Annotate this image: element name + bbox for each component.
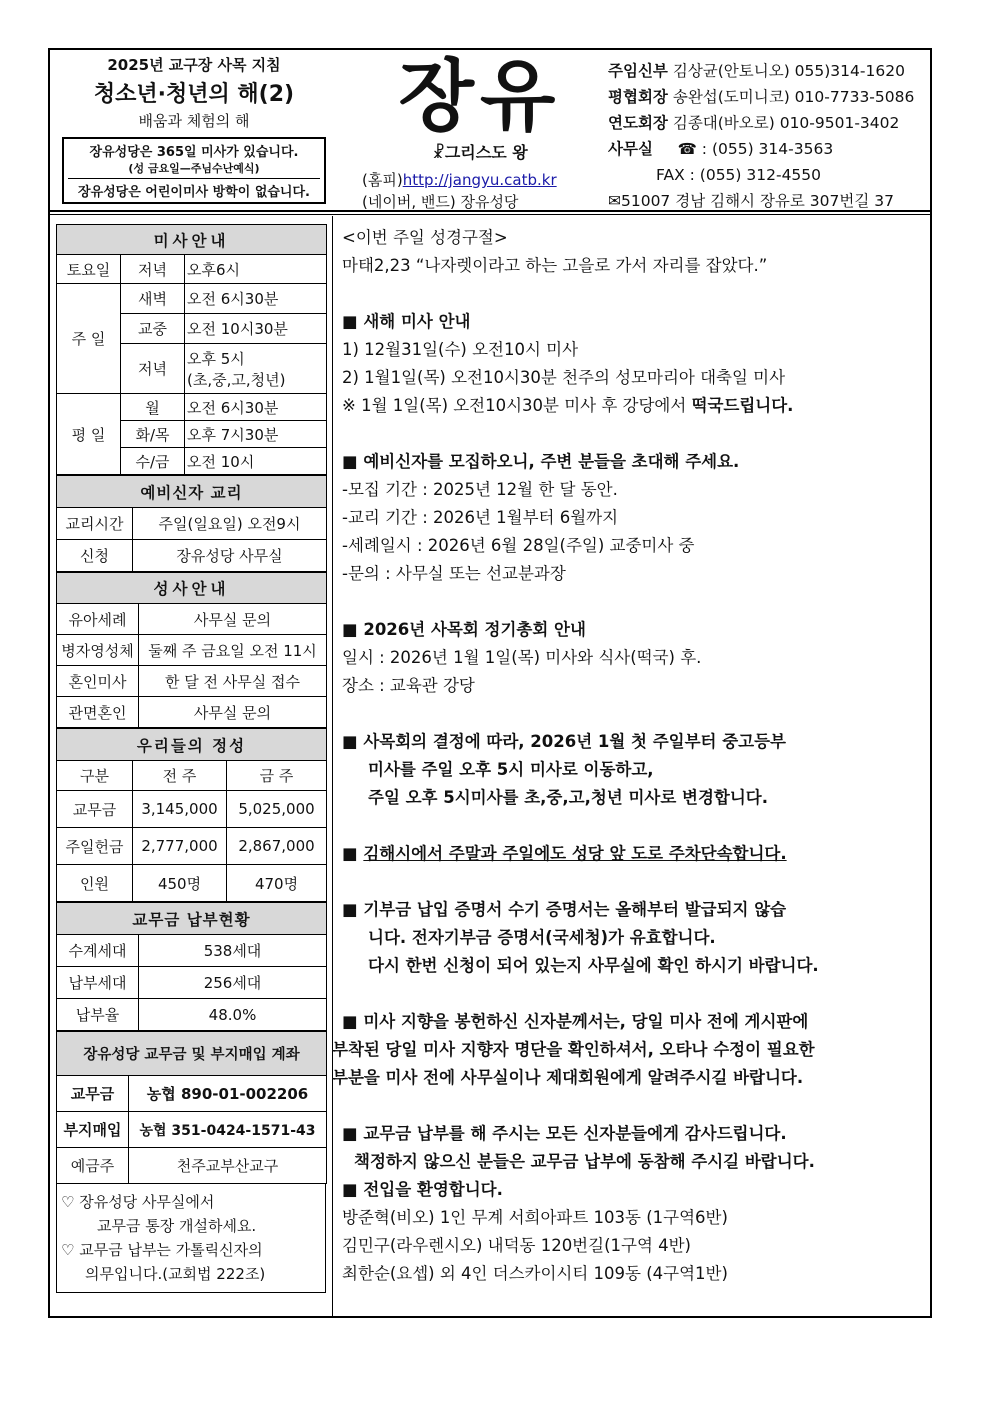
- header-rule-thin: [50, 214, 930, 215]
- sun-main-label: 교중: [121, 314, 185, 344]
- section-title: ■ 2026년 사목회 정기총회 안내: [342, 620, 586, 639]
- sun-dawn-time: 오전 6시30분: [185, 284, 327, 314]
- sacrament-title: 성사안내: [57, 573, 327, 604]
- section-line: -세례일시 : 2026년 6월 28일(주일) 교중미사 중: [342, 536, 695, 555]
- table-row-label: 납부세대: [57, 967, 139, 999]
- contact-council-president: 평협회장 송완섭(도미니코) 010-7733-5086: [608, 88, 915, 106]
- homepage-link[interactable]: http://jangyu.catb.kr: [402, 171, 557, 189]
- table-row-label: 교무금: [57, 1076, 129, 1112]
- section-line: 책정하지 않으신 분들은 교무금 납부에 동참해 주시길 바랍니다.: [354, 1152, 815, 1171]
- catechumen-table: [56, 475, 327, 572]
- table-row-label: 납부율: [57, 999, 139, 1031]
- header-rule: [50, 210, 930, 212]
- sat-day: 토요일: [57, 255, 121, 284]
- section-line: -모집 기간 : 2025년 12월 한 달 동안.: [342, 480, 618, 499]
- notice-365: 장유성당은 365일 미사가 있습니다.: [89, 145, 299, 160]
- note-line: ♡ 교무금 납부는 가톨릭신자의: [61, 1241, 263, 1259]
- sacrament-row-value: 한 달 전 사무실 접수: [139, 666, 327, 697]
- sun-dawn-label: 새벽: [121, 284, 185, 314]
- sun-evening-label: 저녁: [121, 344, 185, 394]
- pastoral-theme: 청소년·청년의 해(2): [93, 82, 295, 107]
- note-line: 교무금 통장 개설하세요.: [97, 1217, 257, 1235]
- table-cell: 48.0%: [139, 999, 327, 1031]
- notice-divider: [68, 178, 320, 179]
- catechumen-time-value: 주일(일요일) 오전9시: [133, 508, 327, 540]
- account-table: [56, 1031, 327, 1184]
- sacrament-row-value: 사무실 문의: [139, 697, 327, 728]
- sun-evening-time: 오후 5시 (초,중,고,청년): [185, 344, 327, 394]
- catechumen-apply-value: 장유성당 사무실: [133, 540, 327, 572]
- table-row-label: 수계세대: [57, 935, 139, 967]
- table-row-label: 교무금: [57, 791, 133, 828]
- offering-table: [56, 728, 327, 902]
- account-title: 장유성당 교무금 및 부지매입 계좌: [57, 1032, 327, 1076]
- table-row-label: 인원: [57, 865, 133, 902]
- contact-list: [608, 58, 930, 214]
- table-cell: 256세대: [139, 967, 327, 999]
- section-line: -교리 기간 : 2026년 1월부터 6월까지: [342, 508, 619, 527]
- body: [50, 216, 930, 1316]
- dues-status-table: [56, 902, 327, 1031]
- sat-time: 오후6시: [185, 255, 327, 284]
- sacrament-row-label: 유아세례: [57, 604, 139, 635]
- section-line: ■ 김해시에서 주말과 주일에도 성당 앞 도로 주차단속합니다.: [342, 844, 787, 863]
- wed-fri-time: 오전 10시: [185, 448, 327, 475]
- catechumen-apply-label: 신청: [57, 540, 133, 572]
- section-line: ■ 기부금 납입 증명서 수기 증명서는 올해부터 발급되지 않습: [342, 900, 787, 919]
- sacrament-row-value: 둘째 주 금요일 오전 11시: [139, 635, 327, 666]
- table-row-label: 예금주: [57, 1148, 129, 1184]
- mass-table: [56, 224, 327, 475]
- note-line: ♡ 장유성당 사무실에서: [61, 1193, 215, 1211]
- section-line: 주일 오후 5시미사를 초,중,고,청년 미사로 변경합니다.: [368, 788, 768, 807]
- section-line: 부착된 당일 미사 지향자 명단을 확인하셔서, 오타나 수정이 필요한: [332, 1040, 815, 1059]
- sns-line: (네이버, 밴드) 장유성당: [362, 193, 519, 211]
- section-line: 부분을 미사 전에 사무실이나 제대회원에게 알려주시길 바랍니다.: [332, 1068, 804, 1087]
- table-cell: 5,025,000: [227, 791, 327, 828]
- section-line: 니다. 전자기부금 증명서(국세청)가 유효합니다.: [368, 928, 716, 947]
- table-row-label: 부지매입: [57, 1112, 129, 1148]
- account-holder: 천주교부산교구: [129, 1148, 327, 1184]
- section-title: ■ 예비신자를 모집하오니, 주변 분들을 초대해 주세요.: [342, 452, 740, 471]
- sidebar: [56, 224, 326, 1293]
- weekday-label: 평 일: [57, 394, 121, 475]
- section-line: 일시 : 2026년 1월 1일(목) 미사와 식사(떡국) 후.: [342, 648, 702, 667]
- header-center: [350, 50, 610, 212]
- contact-funeral-president: 연도회장 김종대(바오로) 010-9501-3402: [608, 114, 900, 132]
- column-divider: [332, 216, 333, 1316]
- sacrament-row-label: 관면혼인: [57, 697, 139, 728]
- sacrament-row-label: 혼인미사: [57, 666, 139, 697]
- section-line: 다시 한번 신청이 되어 있는지 사무실에 확인 하시기 바랍니다.: [368, 956, 819, 975]
- section-line: ※ 1월 1일(목) 오전10시30분 미사 후 강당에서 떡국드립니다.: [342, 396, 794, 415]
- table-cell: 538세대: [139, 935, 327, 967]
- tue-thu-time: 오후 7시30분: [185, 421, 327, 448]
- mass-notice-box: [62, 137, 326, 204]
- catechumen-time-label: 교리시간: [57, 508, 133, 540]
- contact-office-phone: 사무실 ☎ : (055) 314-3563: [608, 140, 834, 158]
- mon-time: 오전 6시30분: [185, 394, 327, 421]
- sunday-label: 주 일: [57, 284, 121, 394]
- section-line: ■ 미사 지향을 봉헌하신 신자분께서는, 당일 미사 전에 게시판에: [342, 1012, 809, 1031]
- mon-label: 월: [121, 394, 185, 421]
- header-left: [56, 52, 332, 204]
- bulletin-frame: [48, 48, 932, 1318]
- dues-status-title: 교무금 납부현황: [57, 903, 327, 935]
- note-line: 의무입니다.(교회법 222조): [85, 1265, 266, 1283]
- section-line: ■ 교무금 납부를 해 주시는 모든 신자분들에게 감사드립니다.: [342, 1124, 787, 1143]
- notice-children-mass: 장유성당은 어린이미사 방학이 없습니다.: [77, 185, 310, 200]
- bulletin-title: 장유: [398, 51, 562, 142]
- bulletin-subtitle: ☧그리스도 왕: [432, 143, 528, 162]
- sacrament-row-value: 사무실 문의: [139, 604, 327, 635]
- header: [50, 50, 930, 214]
- tue-thu-label: 화/목: [121, 421, 185, 448]
- section-title: ■ 전입을 환영합니다.: [342, 1180, 503, 1199]
- section-line: 장소 : 교육관 강당: [342, 676, 475, 695]
- section-line: -문의 : 사무실 또는 선교분과장: [342, 564, 566, 583]
- pastoral-theme-sub: 배움과 체험의 해: [138, 112, 250, 130]
- sacrament-table: [56, 572, 327, 728]
- homepage-line: [362, 169, 610, 190]
- newcomer-line: 방준혁(비오) 1인 무계 서희아파트 103동 (1구역6반): [342, 1208, 728, 1227]
- account-number: 농협 351-0424-1571-43: [129, 1112, 327, 1148]
- offering-col-category: 구분: [57, 761, 133, 791]
- notice-good-friday: (성 금요일—주님수난예식): [128, 162, 260, 175]
- section-line: ■ 사목회의 결정에 따라, 2026년 1월 첫 주일부터 중고등부: [342, 732, 786, 751]
- account-note: [56, 1184, 326, 1293]
- sun-main-time: 오전 10시30분: [185, 314, 327, 344]
- catechumen-title: 예비신자 교리: [57, 476, 327, 508]
- offering-col-prev: 전 주: [133, 761, 227, 791]
- section-line: 2) 1월1일(목) 오전10시30분 천주의 성모마리아 대축일 미사: [342, 368, 786, 387]
- table-cell: 450명: [133, 865, 227, 902]
- contact-pastor: 주임신부 김상균(안토니오) 055)314-1620: [608, 62, 905, 80]
- account-number: 농협 890-01-002206: [129, 1076, 327, 1112]
- contact-office-fax: FAX : (055) 312-4550: [656, 166, 822, 184]
- homepage-label: (홈피): [362, 171, 403, 189]
- gospel-text: 마태2,23 “나자렛이라고 하는 고을로 가서 자리를 잡았다.”: [342, 256, 768, 275]
- wed-fri-label: 수/금: [121, 448, 185, 475]
- newcomer-line: 최한순(요셉) 외 4인 더스카이시티 109동 (4구역1반): [342, 1264, 728, 1283]
- newcomer-line: 김민구(라우렌시오) 내덕동 120번길(1구역 4반): [342, 1236, 691, 1255]
- offering-col-curr: 금 주: [227, 761, 327, 791]
- section-line: 미사를 주일 오후 5시 미사로 이동하고,: [368, 760, 654, 779]
- sat-label: 저녁: [121, 255, 185, 284]
- section-line: 1) 12월31일(수) 오전10시 미사: [342, 340, 579, 359]
- table-cell: 2,867,000: [227, 828, 327, 865]
- contact-address: ✉51007 경남 김해시 장유로 307번길 37: [608, 192, 894, 210]
- table-cell: 3,145,000: [133, 791, 227, 828]
- table-cell: 2,777,000: [133, 828, 227, 865]
- table-cell: 470명: [227, 865, 327, 902]
- offering-title: 우리들의 정성: [57, 729, 327, 761]
- table-row-label: 주일헌금: [57, 828, 133, 865]
- pastoral-year-line: 2025년 교구장 사목 지침: [107, 56, 281, 74]
- main-content: [332, 224, 932, 1288]
- gospel-title: <이번 주일 성경구절>: [342, 228, 508, 247]
- mass-table-title: 미사안내: [57, 225, 327, 255]
- sacrament-row-label: 병자영성체: [57, 635, 139, 666]
- section-title: ■ 새해 미사 안내: [342, 312, 471, 331]
